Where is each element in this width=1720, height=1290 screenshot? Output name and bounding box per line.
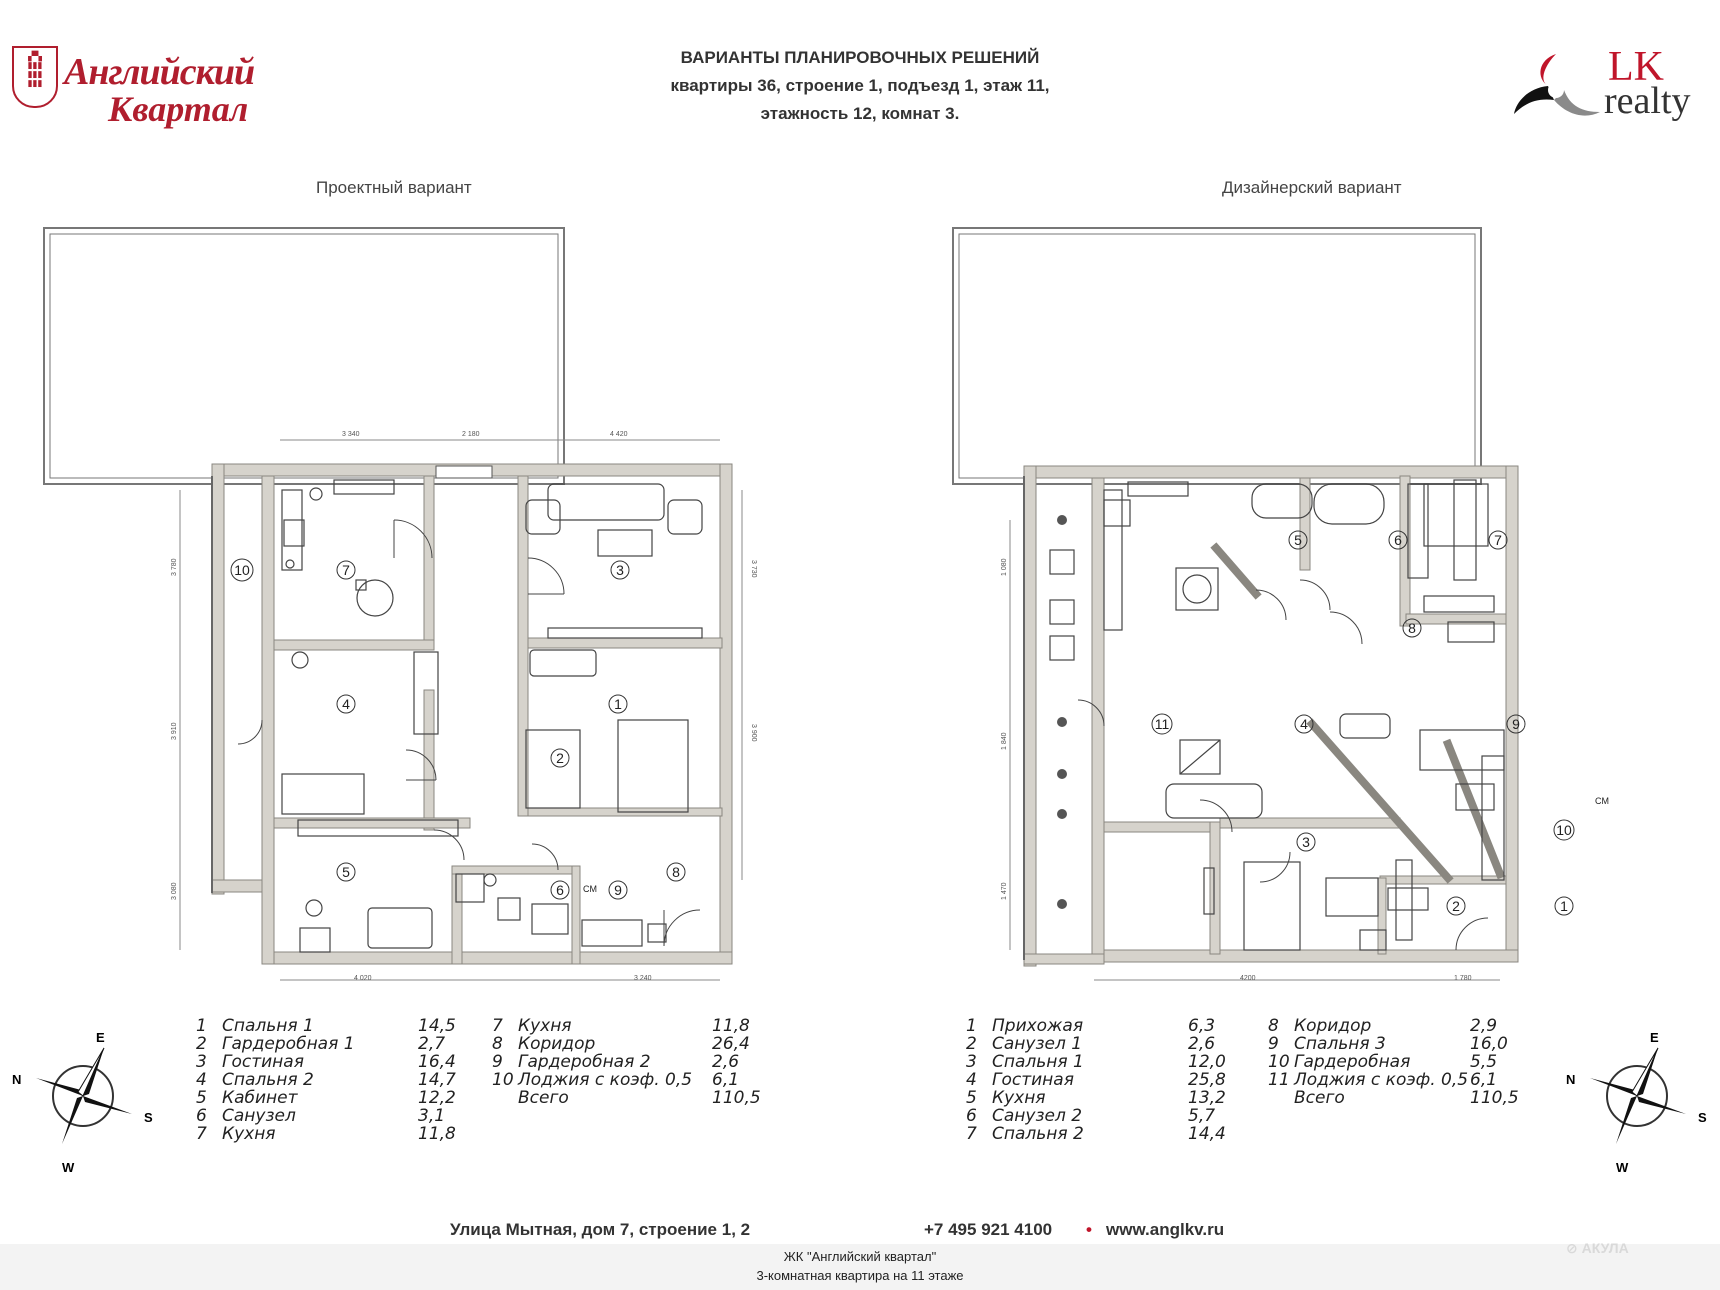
legend-room-name: Санузел 1	[992, 1034, 1083, 1054]
legend-room-name: Прихожая	[992, 1016, 1084, 1036]
legend-row	[196, 1052, 476, 1070]
room-label-9	[609, 881, 627, 899]
wardrobe-label: СМ	[1595, 796, 1609, 806]
svg-text:3: 3	[616, 562, 624, 578]
legend-room-name: Гостиная	[992, 1070, 1074, 1090]
legend-area-value: 12,2	[418, 1088, 456, 1108]
terrace-outline	[44, 228, 564, 484]
legend-row	[196, 1016, 476, 1034]
legend-row	[196, 1106, 476, 1124]
legend-number: 9	[1268, 1034, 1279, 1054]
legend-room-name: Кухня	[992, 1088, 1046, 1108]
dim-bottom-2: 1 780	[1454, 975, 1472, 982]
legend-number: 7	[196, 1124, 207, 1144]
legend-area-value: 6,1	[1470, 1070, 1498, 1090]
legend-area-value: 14,4	[1188, 1124, 1226, 1144]
room-label-3	[611, 561, 629, 579]
compass-w: W	[1616, 1160, 1629, 1175]
svg-text:10: 10	[234, 562, 250, 578]
legend-room-name: Спальня 1	[992, 1052, 1084, 1072]
floor-plan-left	[0, 0, 860, 1000]
legend-area-value: 11,8	[712, 1016, 750, 1036]
footer-site[interactable]: www.anglkv.ru	[1106, 1220, 1225, 1239]
legend-row	[1268, 1016, 1538, 1034]
footer-address: Улица Мытная, дом 7, строение 1, 2	[450, 1220, 751, 1239]
room-label-8	[667, 863, 685, 881]
legend-area-value: 6,1	[712, 1070, 740, 1090]
legend-number: 8	[1268, 1016, 1279, 1036]
legend-area-value: 26,4	[712, 1034, 750, 1054]
svg-text:4: 4	[1300, 716, 1308, 732]
caption-line-2: 3-комнатная квартира на 11 этаже	[756, 1268, 964, 1283]
legend-number: 2	[966, 1034, 977, 1054]
floor-plan-right	[860, 0, 1720, 1000]
legend-row	[196, 1088, 476, 1106]
room-label-4	[337, 695, 355, 713]
legend-row	[1268, 1052, 1538, 1070]
svg-text:6: 6	[556, 882, 564, 898]
caption-line-1: ЖК "Английский квартал"	[783, 1249, 937, 1264]
legend-row	[196, 1124, 476, 1142]
plan-left-title: Проектный вариант	[316, 178, 472, 197]
legend-row	[1268, 1070, 1538, 1088]
dim-bottom-1: 4200	[1240, 975, 1256, 982]
room-label-10	[1554, 820, 1574, 840]
legend-number: 8	[492, 1034, 503, 1054]
legend-room-name: Спальня 3	[1294, 1034, 1386, 1054]
dim-left-1: 1 080	[1001, 558, 1008, 576]
legend-area-value: 110,5	[712, 1088, 761, 1108]
wardrobe-label: СМ	[583, 884, 597, 894]
legend-number: 10	[1268, 1052, 1290, 1072]
svg-text:8: 8	[1408, 620, 1416, 636]
legend-area-value: 110,5	[1470, 1088, 1519, 1108]
legend-area-value: 5,7	[1188, 1106, 1216, 1126]
legend-area-value: 2,9	[1470, 1016, 1498, 1036]
dim-left-2: 1 840	[1001, 732, 1008, 750]
svg-text:5: 5	[342, 864, 350, 880]
legend-area-value: 2,7	[418, 1034, 446, 1054]
room-label-1	[1555, 897, 1573, 915]
svg-text:9: 9	[1512, 716, 1520, 732]
legend-number: 5	[196, 1088, 207, 1108]
legend-number: 6	[966, 1106, 977, 1126]
legend-room-name: Кухня	[222, 1124, 276, 1144]
image-caption	[0, 1244, 1720, 1290]
legend-left-col1	[196, 1016, 476, 1142]
legend-area-value: 16,4	[418, 1052, 456, 1072]
svg-text:1: 1	[614, 696, 622, 712]
dim-right-2: 3 900	[750, 724, 757, 742]
legend-room-name: Гардеробная 1	[222, 1034, 355, 1054]
legend-room-name: Спальня 2	[222, 1070, 314, 1090]
footer-separator: •	[1086, 1220, 1092, 1239]
room-label-2	[551, 749, 569, 767]
legend-number: 3	[966, 1052, 977, 1072]
legend-room-name: Спальня 2	[992, 1124, 1084, 1144]
legend-area-value: 14,5	[418, 1016, 456, 1036]
legend-room-name: Лоджия с коэф. 0,5	[1294, 1070, 1469, 1090]
legend-number: 5	[966, 1088, 977, 1108]
legend-row	[966, 1124, 1226, 1144]
room-label-6	[551, 881, 569, 899]
legend-number: 4	[966, 1070, 977, 1090]
room-label-5	[337, 863, 355, 881]
legend-row	[196, 1034, 476, 1052]
dim-top-1: 3 340	[342, 431, 360, 438]
legend-row	[966, 1016, 1216, 1034]
compass-s: S	[144, 1110, 153, 1125]
legend-row	[1268, 1034, 1538, 1052]
svg-text:3: 3	[1302, 834, 1310, 850]
legend-row	[966, 1052, 1226, 1072]
legend-number: 2	[196, 1034, 207, 1054]
compass-s: S	[1698, 1110, 1707, 1125]
legend-area-value: 16,0	[1470, 1034, 1508, 1054]
svg-text:10: 10	[1556, 822, 1572, 838]
room-label-7	[337, 561, 355, 579]
legend-room-name: Коридор	[1294, 1016, 1372, 1036]
plan-right-title: Дизайнерский вариант	[1222, 178, 1402, 197]
brand-left-line2: Квартал	[108, 89, 249, 129]
legend-number: 1	[966, 1016, 977, 1036]
dim-left-3: 1 470	[1001, 882, 1008, 900]
room-label-1	[609, 695, 627, 713]
dim-top-3: 4 420	[610, 431, 628, 438]
castle-icon: ▞▚ ▮▮▮ ▮▮▮ ▮▮▮	[12, 46, 58, 108]
compass-n: N	[12, 1072, 22, 1087]
legend-number: 1	[196, 1016, 207, 1036]
room-label-11	[1152, 714, 1172, 734]
header-subtitle-1: квартиры 36, строение 1, подъезд 1, этаж 11,	[670, 76, 1050, 95]
legend-room-name: Кухня	[518, 1016, 572, 1036]
compass-w: W	[62, 1160, 75, 1175]
legend-row	[492, 1070, 762, 1088]
compass-e: E	[1650, 1030, 1659, 1045]
legend-room-name: Санузел	[222, 1106, 296, 1126]
svg-text:5: 5	[1294, 532, 1302, 548]
legend-area-value: 25,8	[1188, 1070, 1226, 1090]
legend-right-col1	[966, 1016, 1226, 1144]
legend-room-name: Лоджия с коэф. 0,5	[518, 1070, 693, 1090]
svg-text:2: 2	[1452, 898, 1460, 914]
legend-row	[492, 1052, 762, 1070]
legend-room-name: Гардеробная	[1294, 1052, 1411, 1072]
legend-room-name: Гардеробная 2	[518, 1052, 651, 1072]
legend-area-value: 2,6	[1188, 1034, 1216, 1054]
svg-text:2: 2	[556, 750, 564, 766]
legend-row	[966, 1034, 1216, 1052]
svg-text:8: 8	[672, 864, 680, 880]
page-title: ВАРИАНТЫ ПЛАНИРОВОЧНЫХ РЕШЕНИЙ	[680, 48, 1040, 67]
legend-area-value: 3,1	[418, 1106, 446, 1126]
dim-top-2: 2 180	[462, 431, 480, 438]
legend-number: 10	[492, 1070, 514, 1090]
legend-number: 9	[492, 1052, 503, 1072]
room-label-8	[1403, 619, 1421, 637]
room-label-2	[1447, 897, 1465, 915]
room-label-7	[1489, 531, 1507, 549]
legend-number: 11	[1268, 1070, 1290, 1090]
legend-area-value: 2,6	[712, 1052, 740, 1072]
terrace-outline	[953, 228, 1481, 484]
brand-right-line2: realty	[1604, 80, 1691, 122]
legend-room-name: Коридор	[518, 1034, 596, 1054]
legend-room-name: Спальня 1	[222, 1016, 314, 1036]
legend-area-value: 12,0	[1188, 1052, 1226, 1072]
compass-right	[1562, 1016, 1712, 1176]
legend-area-value: 13,2	[1188, 1088, 1226, 1108]
legend-area-value: 14,7	[418, 1070, 456, 1090]
compass-e: E	[96, 1030, 105, 1045]
dim-bottom-2: 3 240	[634, 975, 652, 982]
legend-left-col2	[492, 1016, 762, 1106]
room-label-3	[1297, 833, 1315, 851]
legend-row	[966, 1106, 1216, 1124]
svg-text:7: 7	[342, 562, 350, 578]
legend-room-name: Всего	[1294, 1088, 1345, 1108]
legend-room-name: Санузел 2	[992, 1106, 1083, 1126]
legend-area-value: 5,5	[1470, 1052, 1498, 1072]
svg-text:11: 11	[1154, 716, 1170, 732]
legend-number: 7	[966, 1124, 977, 1144]
dim-bottom-1: 4 020	[354, 975, 372, 982]
legend-row	[966, 1088, 1226, 1108]
legend-row	[492, 1016, 762, 1034]
watermark-text: АКУЛА	[1581, 1240, 1629, 1256]
legend-room-name: Всего	[518, 1088, 569, 1108]
compass-n: N	[1566, 1072, 1576, 1087]
room-label-10	[231, 559, 253, 581]
legend-row	[492, 1034, 762, 1052]
legend-number: 6	[196, 1106, 207, 1126]
legend-row	[966, 1070, 1226, 1090]
svg-text:9: 9	[614, 882, 622, 898]
legend-number: 4	[196, 1070, 207, 1090]
legend-number: 3	[196, 1052, 207, 1072]
svg-text:6: 6	[1394, 532, 1402, 548]
watermark-icon: ⊘	[1566, 1240, 1582, 1256]
svg-text:1: 1	[1560, 898, 1568, 914]
legend-row	[492, 1088, 762, 1106]
legend-area-value: 11,8	[418, 1124, 456, 1144]
dim-left-2: 3 910	[171, 722, 178, 740]
dim-left-3: 3 080	[171, 882, 178, 900]
svg-text:7: 7	[1494, 532, 1502, 548]
legend-room-name: Гостиная	[222, 1052, 304, 1072]
header-subtitle-2: этажность 12, комнат 3.	[760, 104, 960, 123]
legend-room-name: Кабинет	[222, 1088, 298, 1108]
compass-rose-icon	[36, 1048, 132, 1144]
svg-text:4: 4	[342, 696, 350, 712]
legend-number: 7	[492, 1016, 503, 1036]
dim-right-1: 3 730	[750, 560, 757, 578]
compass-left	[8, 1016, 158, 1176]
compass-rose-icon	[1590, 1048, 1686, 1144]
footer-phone: +7 495 921 4100	[924, 1220, 1053, 1239]
watermark	[1566, 1240, 1629, 1257]
legend-row	[196, 1070, 476, 1088]
brand-right-line1: LK	[1608, 44, 1664, 90]
legend-right-col2	[1268, 1016, 1538, 1106]
brand-left-line1: Английский	[64, 51, 255, 93]
dim-left-1: 3 780	[171, 558, 178, 576]
legend-area-value: 6,3	[1188, 1016, 1216, 1036]
legend-row	[1268, 1088, 1538, 1106]
